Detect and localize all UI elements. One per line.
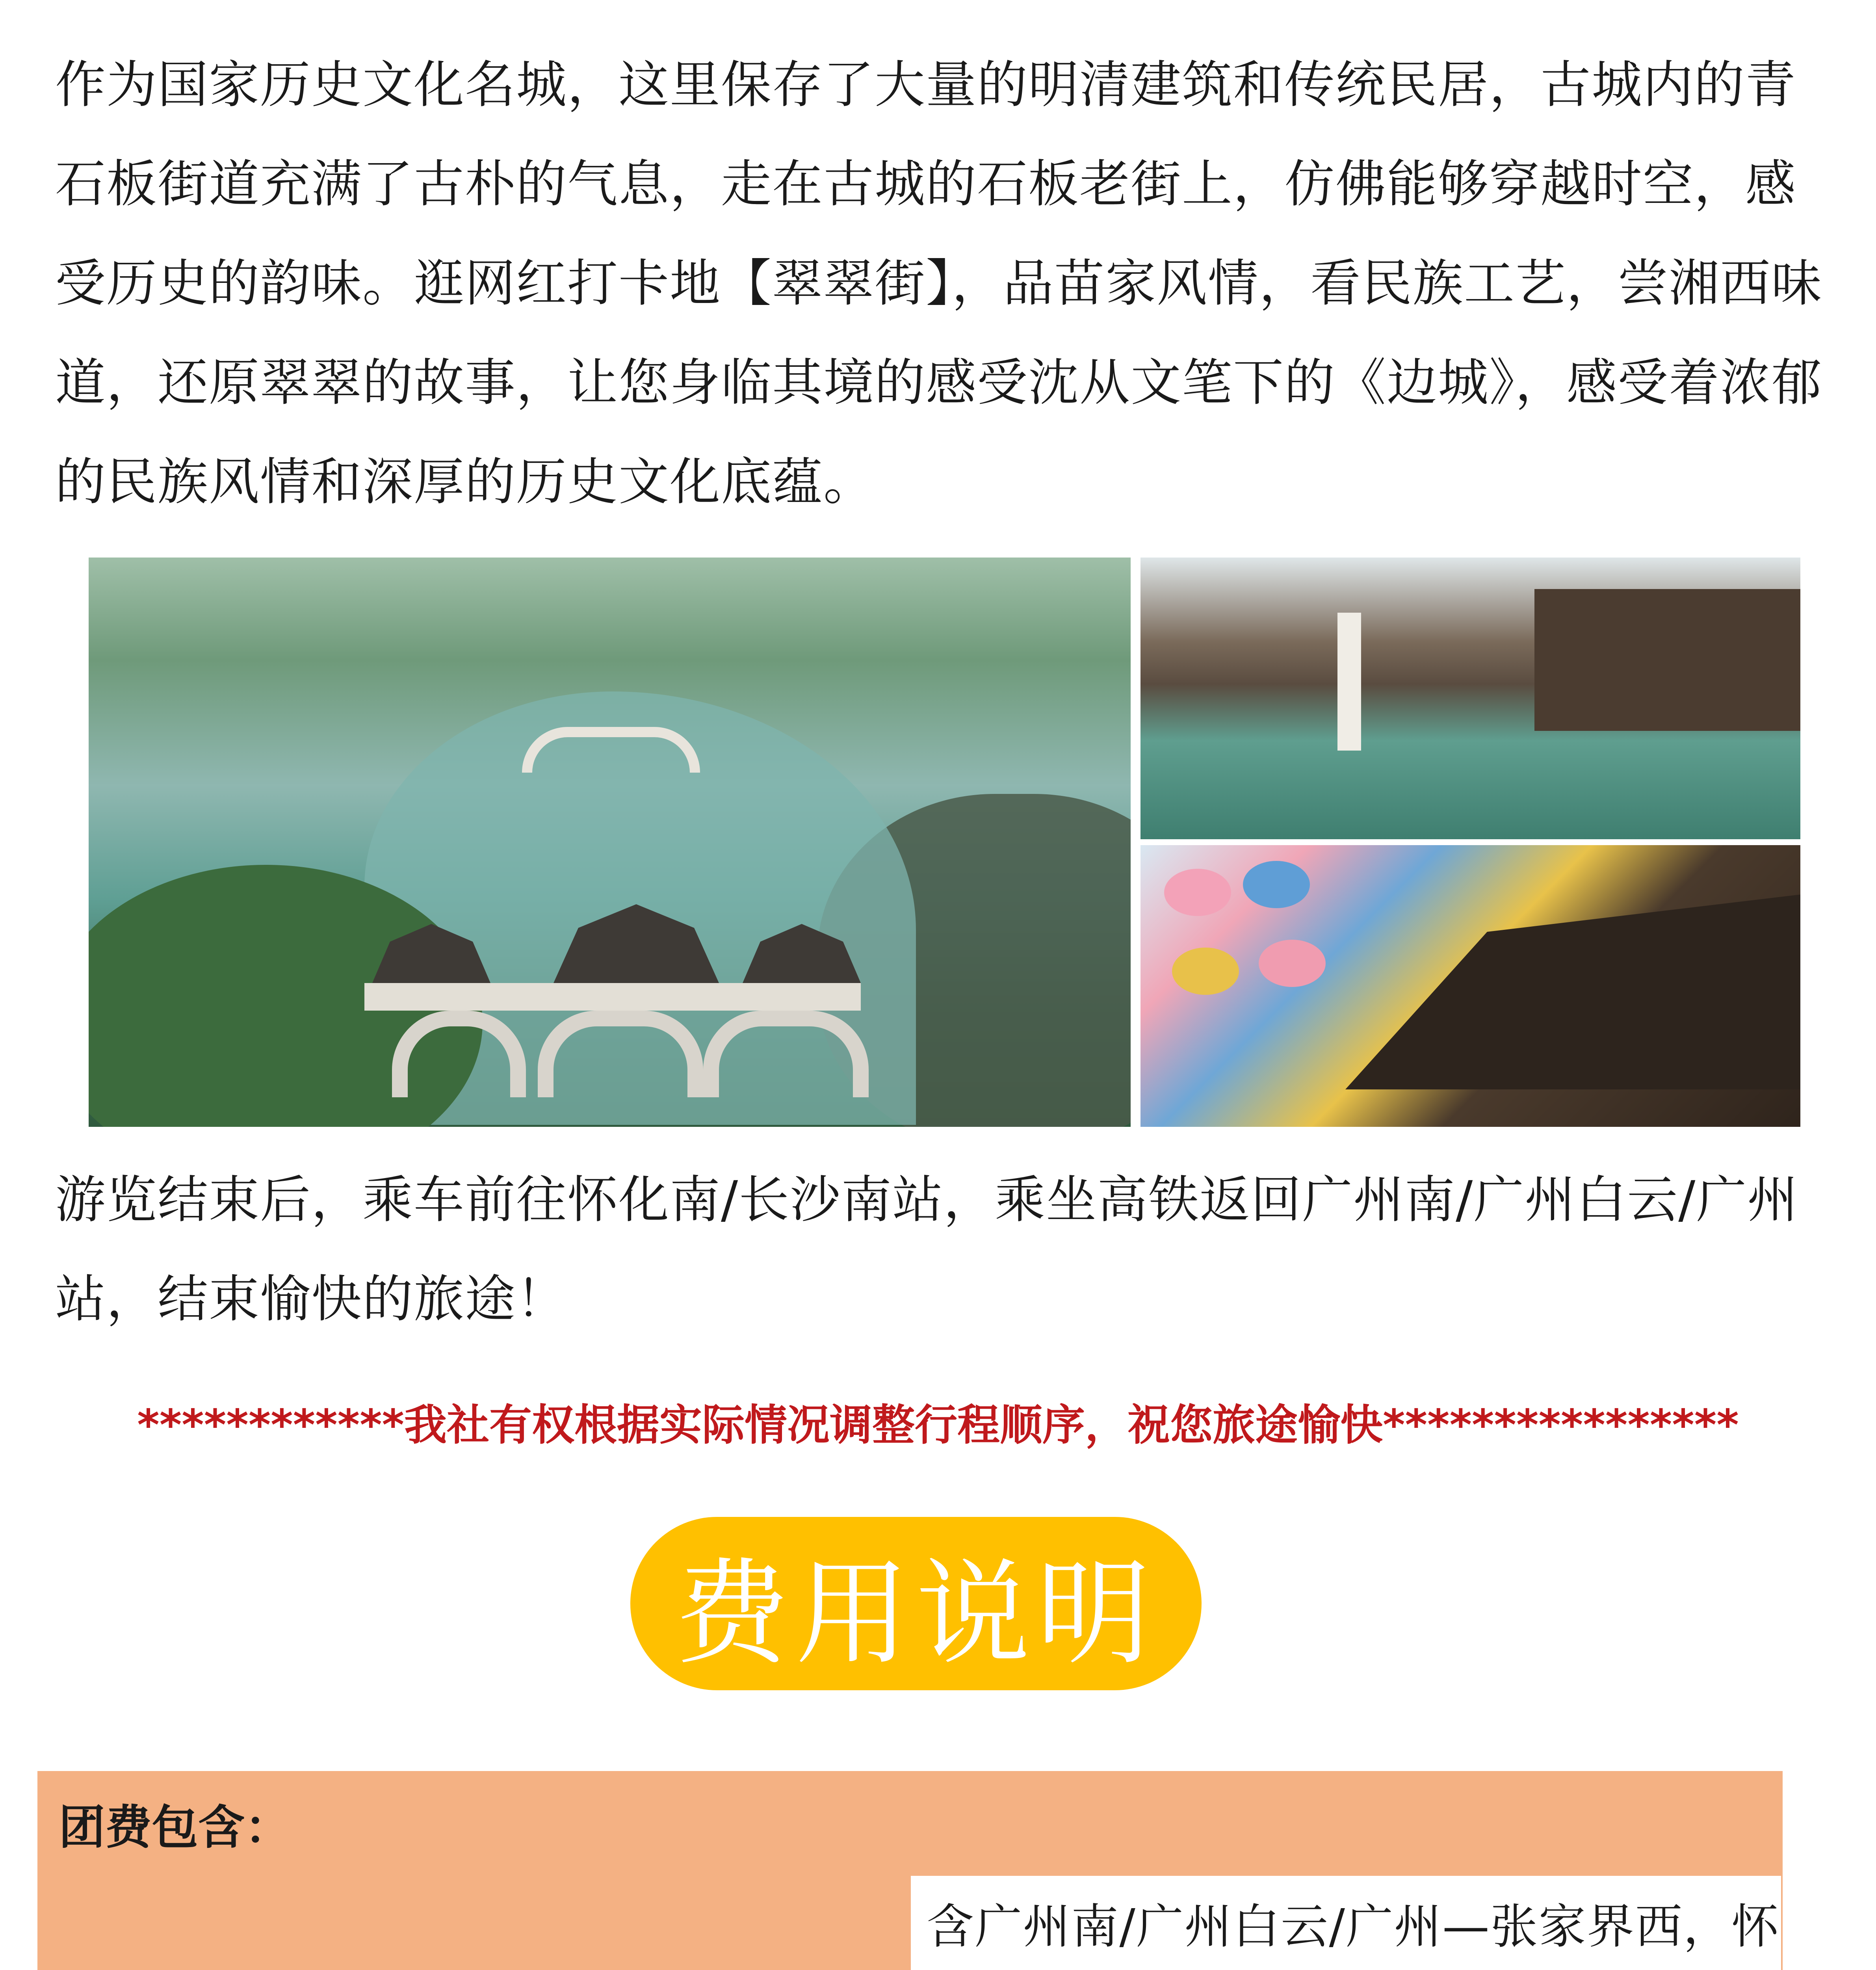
fee-table-row [38, 1875, 1782, 1970]
bridge-arch [703, 1011, 869, 1097]
fenghuang-river-bridge-photo [89, 558, 1131, 1127]
fee-table [37, 1771, 1783, 1970]
transport-details-cell [910, 1875, 1782, 1970]
itinerary-notice: ************我社有权根据实际情况调整行程顺序，祝您旅途愉快**************** [137, 1401, 1739, 1450]
cuicui-street-lanterns-photo [1140, 845, 1800, 1127]
bridge-arch [538, 1011, 703, 1097]
covered-bridge-deck [364, 983, 861, 1011]
transport-paragraph: 含广州南/广州白云/广州—张家界西，怀 [927, 1899, 1779, 1954]
far-arch-bridge [522, 727, 700, 773]
lantern [1259, 940, 1326, 987]
lantern [1243, 861, 1310, 908]
wooden-eave-roof [1345, 892, 1800, 1089]
intro-paragraph: 作为国家历史文化名城，这里保存了大量的明清建筑和传统民居，古城内的青石板街道充满了古朴的气息，走在古城的石板老街上，仿佛能够穿越时空，感受历史的韵味。逛网红打卡地【翠翠街】，品苗家风情，看民族工艺，尝湘西味道，还原翠翠的故事，让您身临其境的感受沈从文笔下的《边城》，感受着浓郁的民族风情和深厚的历史文化底蕴。 [55, 56, 1823, 511]
lantern [1172, 948, 1239, 995]
category-cell [38, 1875, 910, 1970]
fee-table-header: 团费包含： [38, 1772, 1782, 1875]
stilt-houses [1534, 589, 1800, 731]
fee-table-header-row [38, 1772, 1782, 1875]
section-title: 费用说明 [675, 1547, 1157, 1680]
white-pagoda [1337, 613, 1361, 751]
section-title-badge [630, 1517, 1202, 1690]
return-trip-paragraph: 游览结束后，乘车前往怀化南/长沙南站，乘坐高铁返回广州南/广州白云/广州站，结束愉快的旅途！ [55, 1171, 1799, 1329]
riverside-stilt-houses-photo [1140, 558, 1800, 839]
lantern [1164, 869, 1231, 916]
